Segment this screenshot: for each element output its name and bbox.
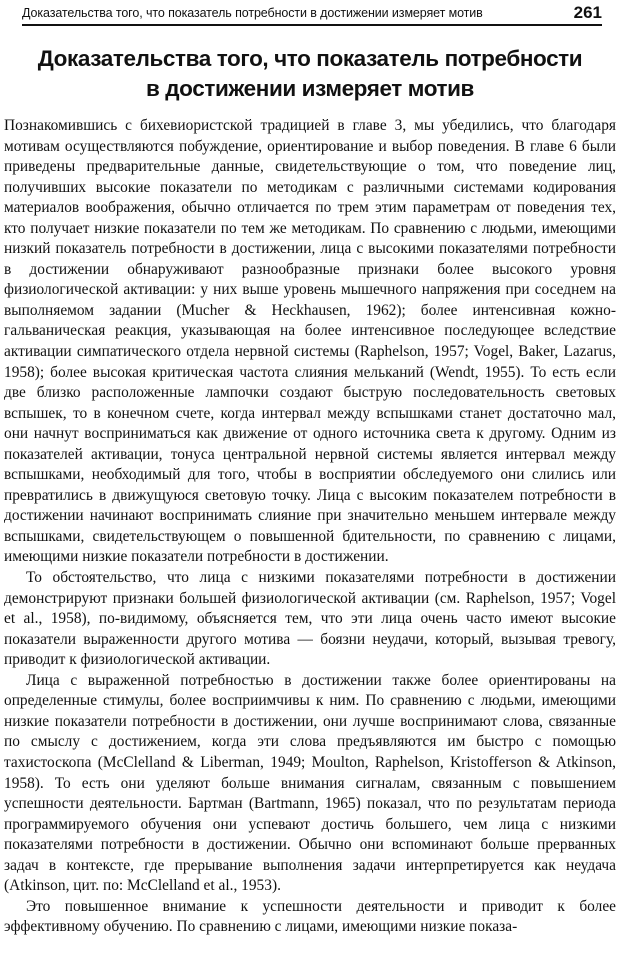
running-header [22, 2, 602, 26]
paragraph-3: Лица с выраженной потребностью в достижении также более ориентированы на определенные стимулы, более восприимчивы к ним. По сравнению с людьми, имеющими низкие показатели потребности в достижении, они лучше воспринимают слова, связанные по смыслу с достижением, когда эти слова предъявляются им быстро с помощью тахистоскопа (McClelland & Liberman, 1949; Moulton, Raphelson, Kristofferson & Atkinson, 1958). То есть они уделяют больше внимания сигналам, связанным с повышением успешности деятельности. Бартман (Bartmann, 1965) показал, что по результатам периода программируемого обучения они успевают достичь большего, чем лица с низкими показателями потребности в достижении. Обычно они вспоминают больше прерванных задач в контексте, где прерывание выполнения задачи интерпретируется как неудача (Atkinson, цит. по: McClelland et al., 1953). [4, 671, 616, 895]
section-title-line-2: в достижении измеряет мотив [146, 76, 474, 101]
section-title [20, 44, 600, 104]
body-text [4, 116, 616, 938]
paragraph-1: Познакомившись с бихевиористской традицией в главе 3, мы убедились, что благодаря мотивам осуществляются побуждение, ориентирование и выбор поведения. В главе 6 были приведены предварительные данные, свидетельствующие о том, что поведение лиц, получивших высокие показатели по методикам с различными системами кодирования материалов воображения, обычно отличается по трем этим параметрам от поведения тех, кто получает низкие показатели по тем же методикам. По сравнению с людьми, имеющими низкий показатель потребности в достижении, лица с высокими показателями потребности в достижении обнаруживают разнообразные признаки более высокого уровня физиологической активации: у них выше уровень мышечного напряжения при соседнем на выполняемом задании (Mucher & Heckhausen, 1962); более интенсивная кожно-гальваническая реакция, указывающая на более интенсивное последующее вследствие активации симпатического отдела нервной системы (Raphelson, 1957; Vogel, Baker, Lazarus, 1958); более высокая критическая частота слияния мельканий (Wendt, 1955). То есть если две близко расположенные лампочки создают быструю последовательность световых вспышек, то в конечном счете, когда интервал между вспышками станет достаточно мал, они начнут восприниматься как движение от одного источника света к другому. Одним из показателей активации, тонуса центральной нервной системы является интервал между вспышками, необходимый для того, чтобы в восприятии обследуемого они слились или превратились в движущуюся световую точку. Лица с высоким показателем потребности в достижении начинают воспринимать слияние при значительно меньшем интервале между вспышками, свидетельствующем о повышенной бдительности, по сравнению с лицами, имеющими низкие показатели потребности в достижении. [4, 117, 616, 566]
paragraph-2: То обстоятельство, что лица с низкими показателями потребности в достижении демонстрируют признаки большей физиологической активации (см. Raphelson, 1957; Vogel et al., 1958), по-видимому, объясняется тем, что эти лица очень часто имеют высокие показатели выраженности другого мотива — боязни неудачи, который, вызывая тревогу, приводит к физиологической активации. [4, 569, 616, 669]
paragraph-4: Это повышенное внимание к успешности деятельности и приводит к более эффективному обучению. По сравнению с лицами, имеющими низкие показа- [4, 897, 616, 936]
running-title: Доказательства того, что показатель потребности в достижении измеряет мотив [22, 6, 483, 20]
page-number: 261 [573, 3, 602, 22]
section-title-line-1: Доказательства того, что показатель потребности [37, 46, 583, 71]
